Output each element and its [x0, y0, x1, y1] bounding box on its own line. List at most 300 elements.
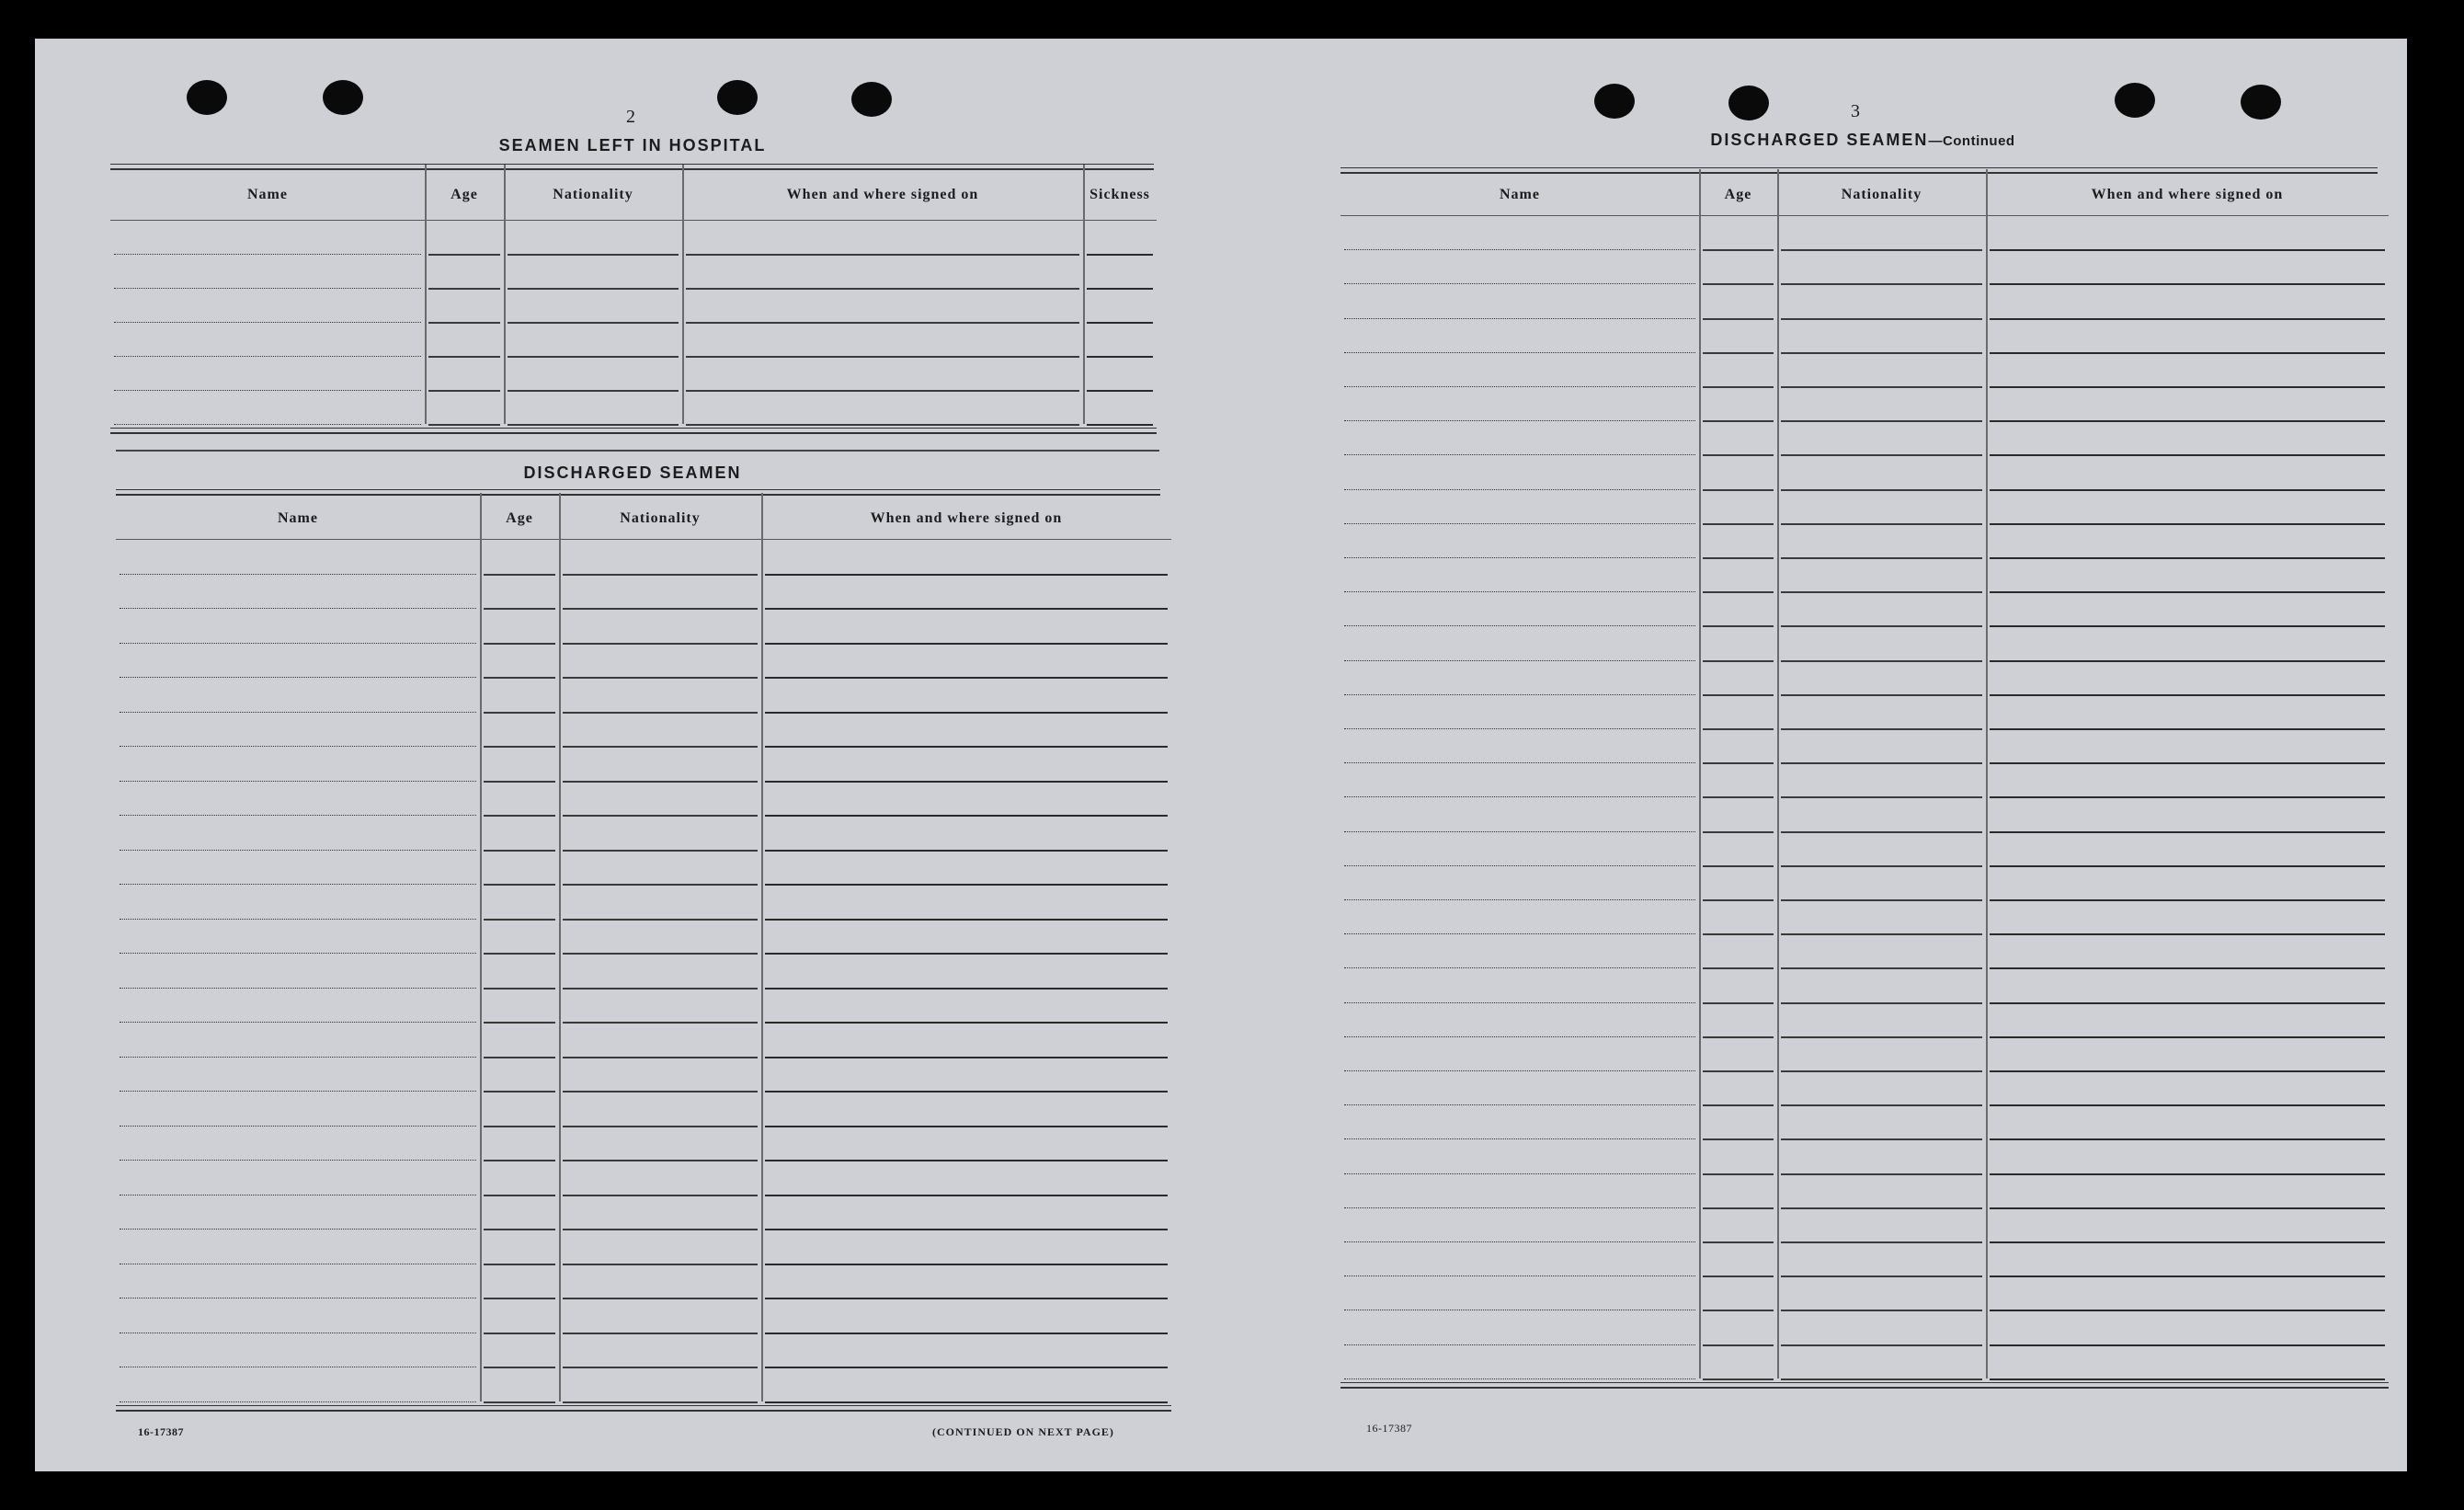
row-line [563, 815, 758, 817]
row-line [114, 254, 421, 255]
row-line [765, 746, 1168, 748]
row-line [1703, 249, 1774, 251]
row-line [765, 1229, 1168, 1230]
row-line [1703, 454, 1774, 456]
row-line [1781, 1104, 1982, 1106]
row-line [1344, 1275, 1695, 1276]
row-line [1703, 1207, 1774, 1209]
row-line [484, 677, 555, 679]
row-line [1344, 283, 1695, 284]
row-line [120, 1160, 476, 1161]
row-line [1990, 728, 2385, 730]
row-line [1781, 728, 1982, 730]
row-line [1344, 523, 1695, 524]
row-line [1990, 831, 2385, 833]
page-number: 2 [626, 107, 635, 127]
row-line [1781, 1036, 1982, 1038]
row-line [1703, 1241, 1774, 1243]
row-line [1703, 523, 1774, 525]
row-line [1990, 489, 2385, 491]
row-line [1781, 283, 1982, 285]
row-line [428, 390, 500, 392]
row-line [1703, 865, 1774, 867]
continued-note: (CONTINUED ON NEXT PAGE) [932, 1425, 1114, 1438]
row-line [1703, 352, 1774, 354]
row-line [1990, 1275, 2385, 1277]
row-line [1781, 489, 1982, 491]
row-line [1781, 625, 1982, 627]
row-line [563, 1057, 758, 1058]
row-line [1703, 1104, 1774, 1106]
row-line [508, 322, 679, 324]
row-line [765, 574, 1168, 576]
row-line [1344, 625, 1695, 626]
row-line [1344, 967, 1695, 968]
column-header: Age [451, 187, 478, 202]
row-line [1344, 694, 1695, 695]
row-line [765, 608, 1168, 610]
row-line [120, 746, 476, 747]
row-line [1344, 1207, 1695, 1208]
row-line [484, 1401, 555, 1403]
column-header: Name [247, 187, 288, 202]
row-line [1344, 865, 1695, 866]
row-line [1087, 356, 1153, 358]
column-header: Nationality [620, 510, 701, 526]
page-number: 3 [1851, 101, 1860, 121]
row-line [1344, 831, 1695, 832]
row-line [1990, 1138, 2385, 1140]
row-line [1990, 762, 2385, 764]
row-line [1781, 1241, 1982, 1243]
row-line [1344, 557, 1695, 558]
row-line [428, 322, 500, 324]
row-line [1990, 420, 2385, 422]
row-line [484, 919, 555, 921]
row-line [563, 677, 758, 679]
row-line [1781, 660, 1982, 662]
row-line [1703, 625, 1774, 627]
row-line [1781, 694, 1982, 696]
row-line [1990, 660, 2385, 662]
row-line [1990, 796, 2385, 798]
row-line [484, 1160, 555, 1161]
row-line [484, 608, 555, 610]
row-line [1781, 762, 1982, 764]
row-line [1781, 1207, 1982, 1209]
row-line [563, 1298, 758, 1299]
row-line [484, 1091, 555, 1092]
row-line [686, 390, 1079, 392]
row-line [120, 815, 476, 816]
row-line [686, 322, 1079, 324]
row-line [1781, 352, 1982, 354]
form-number: 16-17387 [138, 1425, 184, 1438]
row-line [1087, 288, 1153, 290]
table-bottom-rule [116, 1405, 1171, 1412]
row-line [484, 815, 555, 817]
row-line [1990, 557, 2385, 559]
hospital-section-title: SEAMEN LEFT IN HOSPITAL [498, 136, 767, 154]
row-line [765, 1091, 1168, 1092]
row-line [1344, 352, 1695, 353]
column-divider [1986, 169, 1988, 1378]
row-line [1344, 591, 1695, 592]
row-line [428, 254, 500, 256]
row-line [120, 1126, 476, 1127]
row-line [508, 356, 679, 358]
row-line [1087, 254, 1153, 256]
row-line [563, 1367, 758, 1368]
row-line [508, 288, 679, 290]
row-line [765, 988, 1168, 990]
row-line [508, 424, 679, 426]
row-line [1781, 1138, 1982, 1140]
row-line [1781, 1310, 1982, 1311]
row-line [484, 1057, 555, 1058]
row-line [1703, 1378, 1774, 1380]
row-line [120, 850, 476, 851]
row-line [120, 608, 476, 609]
discharged-table [116, 500, 1171, 1401]
row-line [1703, 489, 1774, 491]
row-line [1990, 1002, 2385, 1004]
header-rule [110, 220, 1157, 221]
row-line [1781, 454, 1982, 456]
row-line [563, 884, 758, 886]
row-line [1703, 557, 1774, 559]
row-line [484, 746, 555, 748]
row-line [1781, 557, 1982, 559]
table-bottom-rule [110, 428, 1157, 434]
row-line [1344, 1002, 1695, 1003]
row-line [484, 781, 555, 783]
row-line [120, 1022, 476, 1023]
row-line [484, 1298, 555, 1299]
row-line [563, 574, 758, 576]
row-line [1781, 318, 1982, 320]
row-line [1344, 660, 1695, 661]
row-line [765, 1160, 1168, 1161]
row-line [484, 988, 555, 990]
row-line [114, 424, 421, 425]
row-line [1990, 694, 2385, 696]
row-line [1781, 796, 1982, 798]
row-line [563, 1126, 758, 1127]
row-line [120, 953, 476, 954]
row-line [120, 1057, 476, 1058]
row-line [1703, 831, 1774, 833]
row-line [1781, 1173, 1982, 1175]
hospital-table [110, 172, 1157, 424]
discharged-title-text: DISCHARGED SEAMEN [1710, 131, 1929, 149]
row-line [563, 746, 758, 748]
row-line [1703, 386, 1774, 388]
row-line [1344, 1241, 1695, 1242]
column-divider [559, 493, 561, 1401]
row-line [508, 390, 679, 392]
row-line [765, 712, 1168, 714]
row-line [484, 1126, 555, 1127]
row-line [765, 677, 1168, 679]
row-line [120, 1229, 476, 1230]
row-line [1990, 625, 2385, 627]
row-line [1990, 386, 2385, 388]
row-line [1781, 591, 1982, 593]
row-line [563, 988, 758, 990]
row-line [1344, 1104, 1695, 1105]
row-line [1781, 1002, 1982, 1004]
row-line [120, 884, 476, 885]
row-line [765, 1126, 1168, 1127]
row-line [1990, 967, 2385, 969]
row-line [563, 1022, 758, 1024]
row-line [1781, 386, 1982, 388]
row-line [1703, 591, 1774, 593]
header-rule [1340, 215, 2389, 216]
column-divider [504, 165, 506, 424]
row-line [1344, 762, 1695, 763]
row-line [484, 1333, 555, 1334]
row-line [686, 254, 1079, 256]
row-line [1087, 390, 1153, 392]
row-line [1990, 1173, 2385, 1175]
row-line [1703, 728, 1774, 730]
column-header: Nationality [553, 187, 633, 202]
row-line [1703, 318, 1774, 320]
row-line [120, 643, 476, 644]
row-line [765, 643, 1168, 645]
row-line [765, 1195, 1168, 1196]
row-line [1990, 1104, 2385, 1106]
row-line [765, 781, 1168, 783]
row-line [1990, 1310, 2385, 1311]
header-rule [116, 539, 1171, 540]
row-line [1781, 523, 1982, 525]
row-line [428, 356, 500, 358]
row-line [765, 1298, 1168, 1299]
column-divider [425, 165, 427, 424]
row-line [1344, 1378, 1695, 1379]
row-line [484, 712, 555, 714]
row-line [1990, 1070, 2385, 1072]
column-divider [480, 493, 482, 1401]
row-line [563, 1264, 758, 1265]
discharged-section-title: DISCHARGED SEAMEN [523, 463, 742, 482]
row-line [1087, 322, 1153, 324]
row-line [1781, 249, 1982, 251]
column-divider [761, 493, 763, 1401]
row-line [563, 953, 758, 955]
column-divider [1083, 165, 1085, 424]
row-line [765, 919, 1168, 921]
row-line [563, 712, 758, 714]
row-line [114, 356, 421, 357]
row-line [765, 1022, 1168, 1024]
row-line [1990, 283, 2385, 285]
row-line [765, 1367, 1168, 1368]
row-line [765, 815, 1168, 817]
row-line [114, 288, 421, 289]
row-line [563, 1229, 758, 1230]
column-header: Sickness [1089, 187, 1150, 202]
row-line [1344, 1036, 1695, 1037]
row-line [1703, 1310, 1774, 1311]
row-line [114, 322, 421, 323]
column-divider [682, 165, 684, 424]
row-line [563, 643, 758, 645]
row-line [120, 574, 476, 575]
row-line [484, 953, 555, 955]
row-line [765, 1333, 1168, 1334]
row-line [686, 288, 1079, 290]
row-line [1990, 523, 2385, 525]
row-line [484, 1229, 555, 1230]
row-line [1990, 1207, 2385, 1209]
row-line [765, 1264, 1168, 1265]
row-line [1703, 1036, 1774, 1038]
row-line [563, 919, 758, 921]
row-line [120, 781, 476, 782]
continued-suffix: —Continued [1928, 133, 2015, 149]
row-line [1781, 420, 1982, 422]
table-bottom-rule [1340, 1382, 2389, 1389]
column-divider [1777, 169, 1779, 1378]
row-line [120, 988, 476, 989]
row-line [1344, 728, 1695, 729]
row-line [765, 953, 1168, 955]
column-divider [1699, 169, 1701, 1378]
row-line [563, 608, 758, 610]
row-line [1344, 899, 1695, 900]
row-line [765, 850, 1168, 852]
row-line [1344, 1138, 1695, 1139]
row-line [1344, 1070, 1695, 1071]
row-line [1703, 420, 1774, 422]
row-line [484, 1367, 555, 1368]
row-line [1990, 1241, 2385, 1243]
row-line [1703, 933, 1774, 935]
row-line [1990, 865, 2385, 867]
row-line [1781, 1275, 1982, 1277]
row-line [1703, 1002, 1774, 1004]
column-header: When and where signed on [870, 510, 1063, 526]
row-line [1781, 865, 1982, 867]
left-page [35, 39, 1221, 1471]
row-line [1344, 454, 1695, 455]
scanned-sheet [35, 39, 2407, 1471]
row-line [1703, 899, 1774, 901]
row-line [1703, 967, 1774, 969]
row-line [765, 1057, 1168, 1058]
row-line [1781, 1070, 1982, 1072]
row-line [1781, 1344, 1982, 1346]
row-line [1703, 1173, 1774, 1175]
column-header: Name [278, 510, 318, 526]
row-line [484, 1264, 555, 1265]
row-line [120, 1091, 476, 1092]
row-line [1990, 352, 2385, 354]
row-line [1781, 933, 1982, 935]
row-line [1344, 249, 1695, 250]
row-line [563, 1195, 758, 1196]
row-line [765, 1401, 1168, 1403]
row-line [1703, 796, 1774, 798]
column-header: Age [506, 510, 533, 526]
row-line [114, 390, 421, 391]
row-line [1703, 1275, 1774, 1277]
row-line [484, 884, 555, 886]
row-line [484, 1022, 555, 1024]
row-line [1703, 1344, 1774, 1346]
row-line [563, 1091, 758, 1092]
column-header: Age [1724, 187, 1752, 202]
row-line [120, 919, 476, 920]
row-line [686, 356, 1079, 358]
row-line [1990, 899, 2385, 901]
row-line [1703, 1138, 1774, 1140]
row-line [1703, 762, 1774, 764]
row-line [1990, 249, 2385, 251]
row-line [1344, 386, 1695, 387]
form-number: 16-17387 [1366, 1422, 1412, 1435]
discharged-continued-table [1340, 177, 2389, 1378]
row-line [563, 1333, 758, 1334]
row-line [1990, 1378, 2385, 1380]
row-line [120, 677, 476, 678]
row-line [1344, 420, 1695, 421]
row-line [1344, 933, 1695, 934]
column-header: When and where signed on [2091, 187, 2284, 202]
row-line [1781, 1378, 1982, 1380]
row-line [563, 1401, 758, 1403]
row-line [686, 424, 1079, 426]
row-line [120, 1401, 476, 1402]
row-line [1990, 454, 2385, 456]
row-line [1344, 489, 1695, 490]
row-line [1990, 1344, 2385, 1346]
row-line [428, 424, 500, 426]
row-line [484, 574, 555, 576]
row-line [508, 254, 679, 256]
right-page [1221, 39, 2407, 1471]
row-line [1990, 318, 2385, 320]
discharged-continued-title [1651, 131, 2074, 150]
row-line [484, 850, 555, 852]
row-line [120, 712, 476, 713]
row-line [1703, 660, 1774, 662]
row-line [765, 884, 1168, 886]
row-line [1781, 831, 1982, 833]
row-line [563, 1160, 758, 1161]
row-line [563, 850, 758, 852]
row-line [1344, 1344, 1695, 1345]
row-line [563, 781, 758, 783]
column-header: When and where signed on [786, 187, 979, 202]
row-line [1781, 967, 1982, 969]
row-line [1087, 424, 1153, 426]
row-line [1703, 1070, 1774, 1072]
row-line [1990, 933, 2385, 935]
row-line [1781, 899, 1982, 901]
row-line [1703, 283, 1774, 285]
row-line [1990, 591, 2385, 593]
column-header: Nationality [1841, 187, 1922, 202]
row-line [1990, 1036, 2385, 1038]
row-line [484, 643, 555, 645]
row-line [1344, 1173, 1695, 1174]
column-header: Name [1500, 187, 1540, 202]
